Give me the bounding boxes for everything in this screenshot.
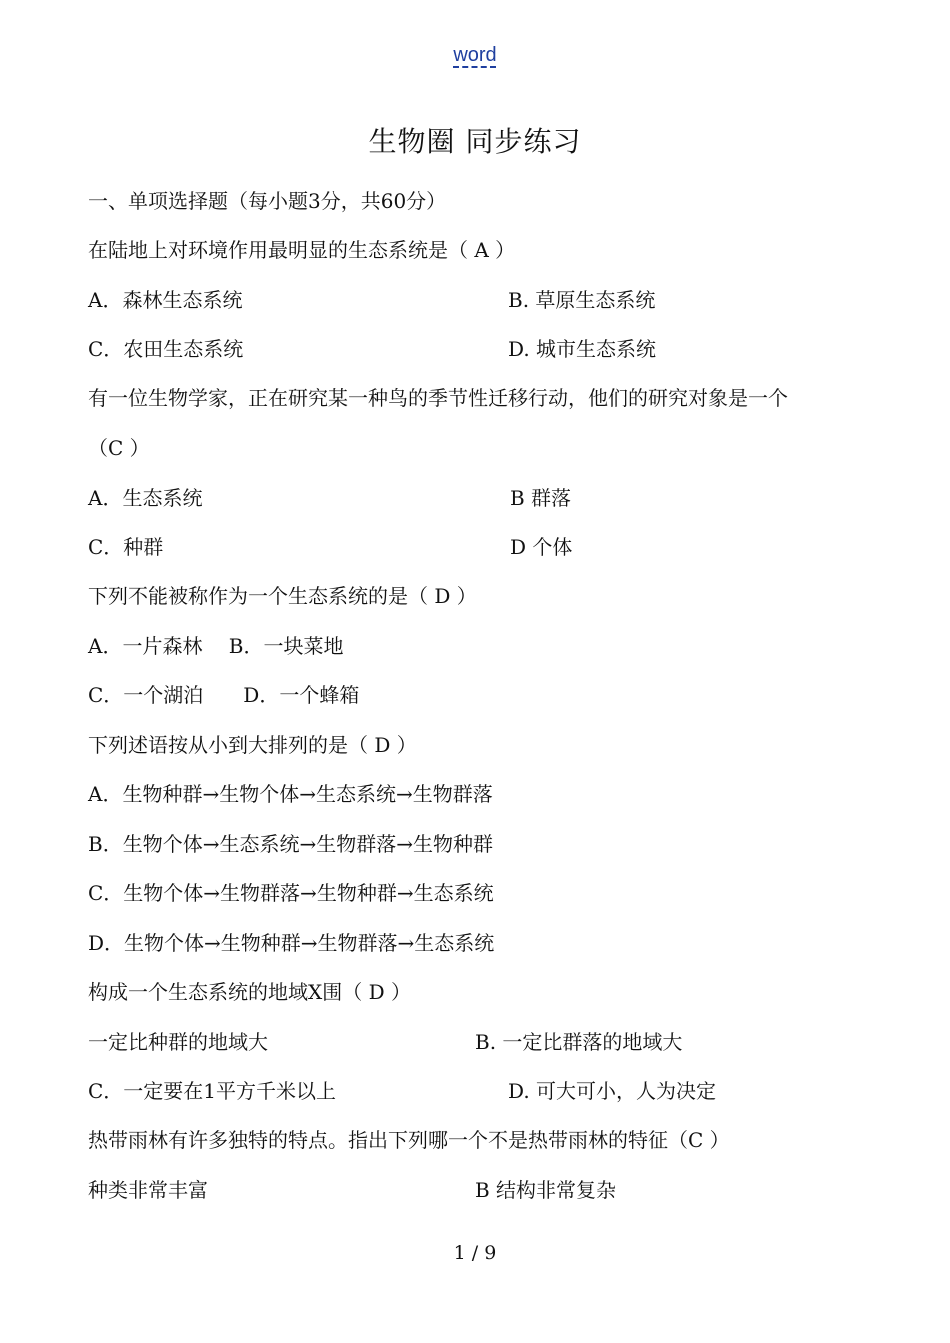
question-5-option-b: B. 一定比群落的地域大 [475,1030,683,1054]
question-4-option-c: C．生物个体→生物群落→生物种群→生态系统 [88,881,494,905]
question-2-option-a: A．生态系统 [88,486,203,510]
question-1-option-c: C．农田生态系统 [88,337,244,361]
question-5-option-a: 一定比种群的地域大 [88,1030,268,1054]
question-1-option-a: A．森林生态系统 [88,288,243,312]
question-4-option-a: A．生物种群→生物个体→生态系统→生物群落 [88,782,493,806]
question-2-option-d: D 个体 [510,535,573,559]
question-2-option-c: C．种群 [88,535,164,559]
header-word-link[interactable]: word [453,44,497,66]
question-5-option-c: C．一定要在1平方千米以上 [88,1079,337,1103]
question-4-option-d: D．生物个体→生物种群→生物群落→生态系统 [88,931,495,955]
question-2-option-b: B 群落 [510,486,572,510]
question-3-stem: 下列不能被称作为一个生态系统的是（ D ） [88,584,477,608]
question-3-options-ab: A．一片森林 B．一块菜地 [88,634,344,658]
question-5-option-d: D. 可大可小，人为决定 [508,1079,717,1103]
question-1-stem: 在陆地上对环境作用最明显的生态系统是（ A ） [88,238,516,262]
question-1-option-b: B. 草原生态系统 [508,288,656,312]
page-number: 1 / 9 [453,1242,497,1264]
question-2-stem: 有一位生物学家，正在研究某一种鸟的季节性迁移行动，他们的研究对象是一个 [88,386,788,410]
section-heading: 一、单项选择题（每小题3分，共60分） [88,189,447,213]
question-5-stem: 构成一个生态系统的地域X围（ D ） [88,980,411,1004]
question-6-option-b: B 结构非常复杂 [475,1178,617,1202]
question-6-option-a: 种类非常丰富 [88,1178,208,1202]
question-1-option-d: D. 城市生态系统 [508,337,657,361]
question-4-option-b: B．生物个体→生态系统→生物群落→生物种群 [88,832,493,856]
question-6-stem: 热带雨林有许多独特的特点。指出下列哪一个不是热带雨林的特征（C ） [88,1128,730,1152]
page-title: 生物圈 同步练习 [368,125,582,158]
question-4-stem: 下列述语按从小到大排列的是（ D ） [88,733,417,757]
question-3-options-cd: C．一个湖泊 D．一个蜂箱 [88,683,360,707]
question-2-answer: （C ） [88,436,150,460]
header [0,44,950,67]
